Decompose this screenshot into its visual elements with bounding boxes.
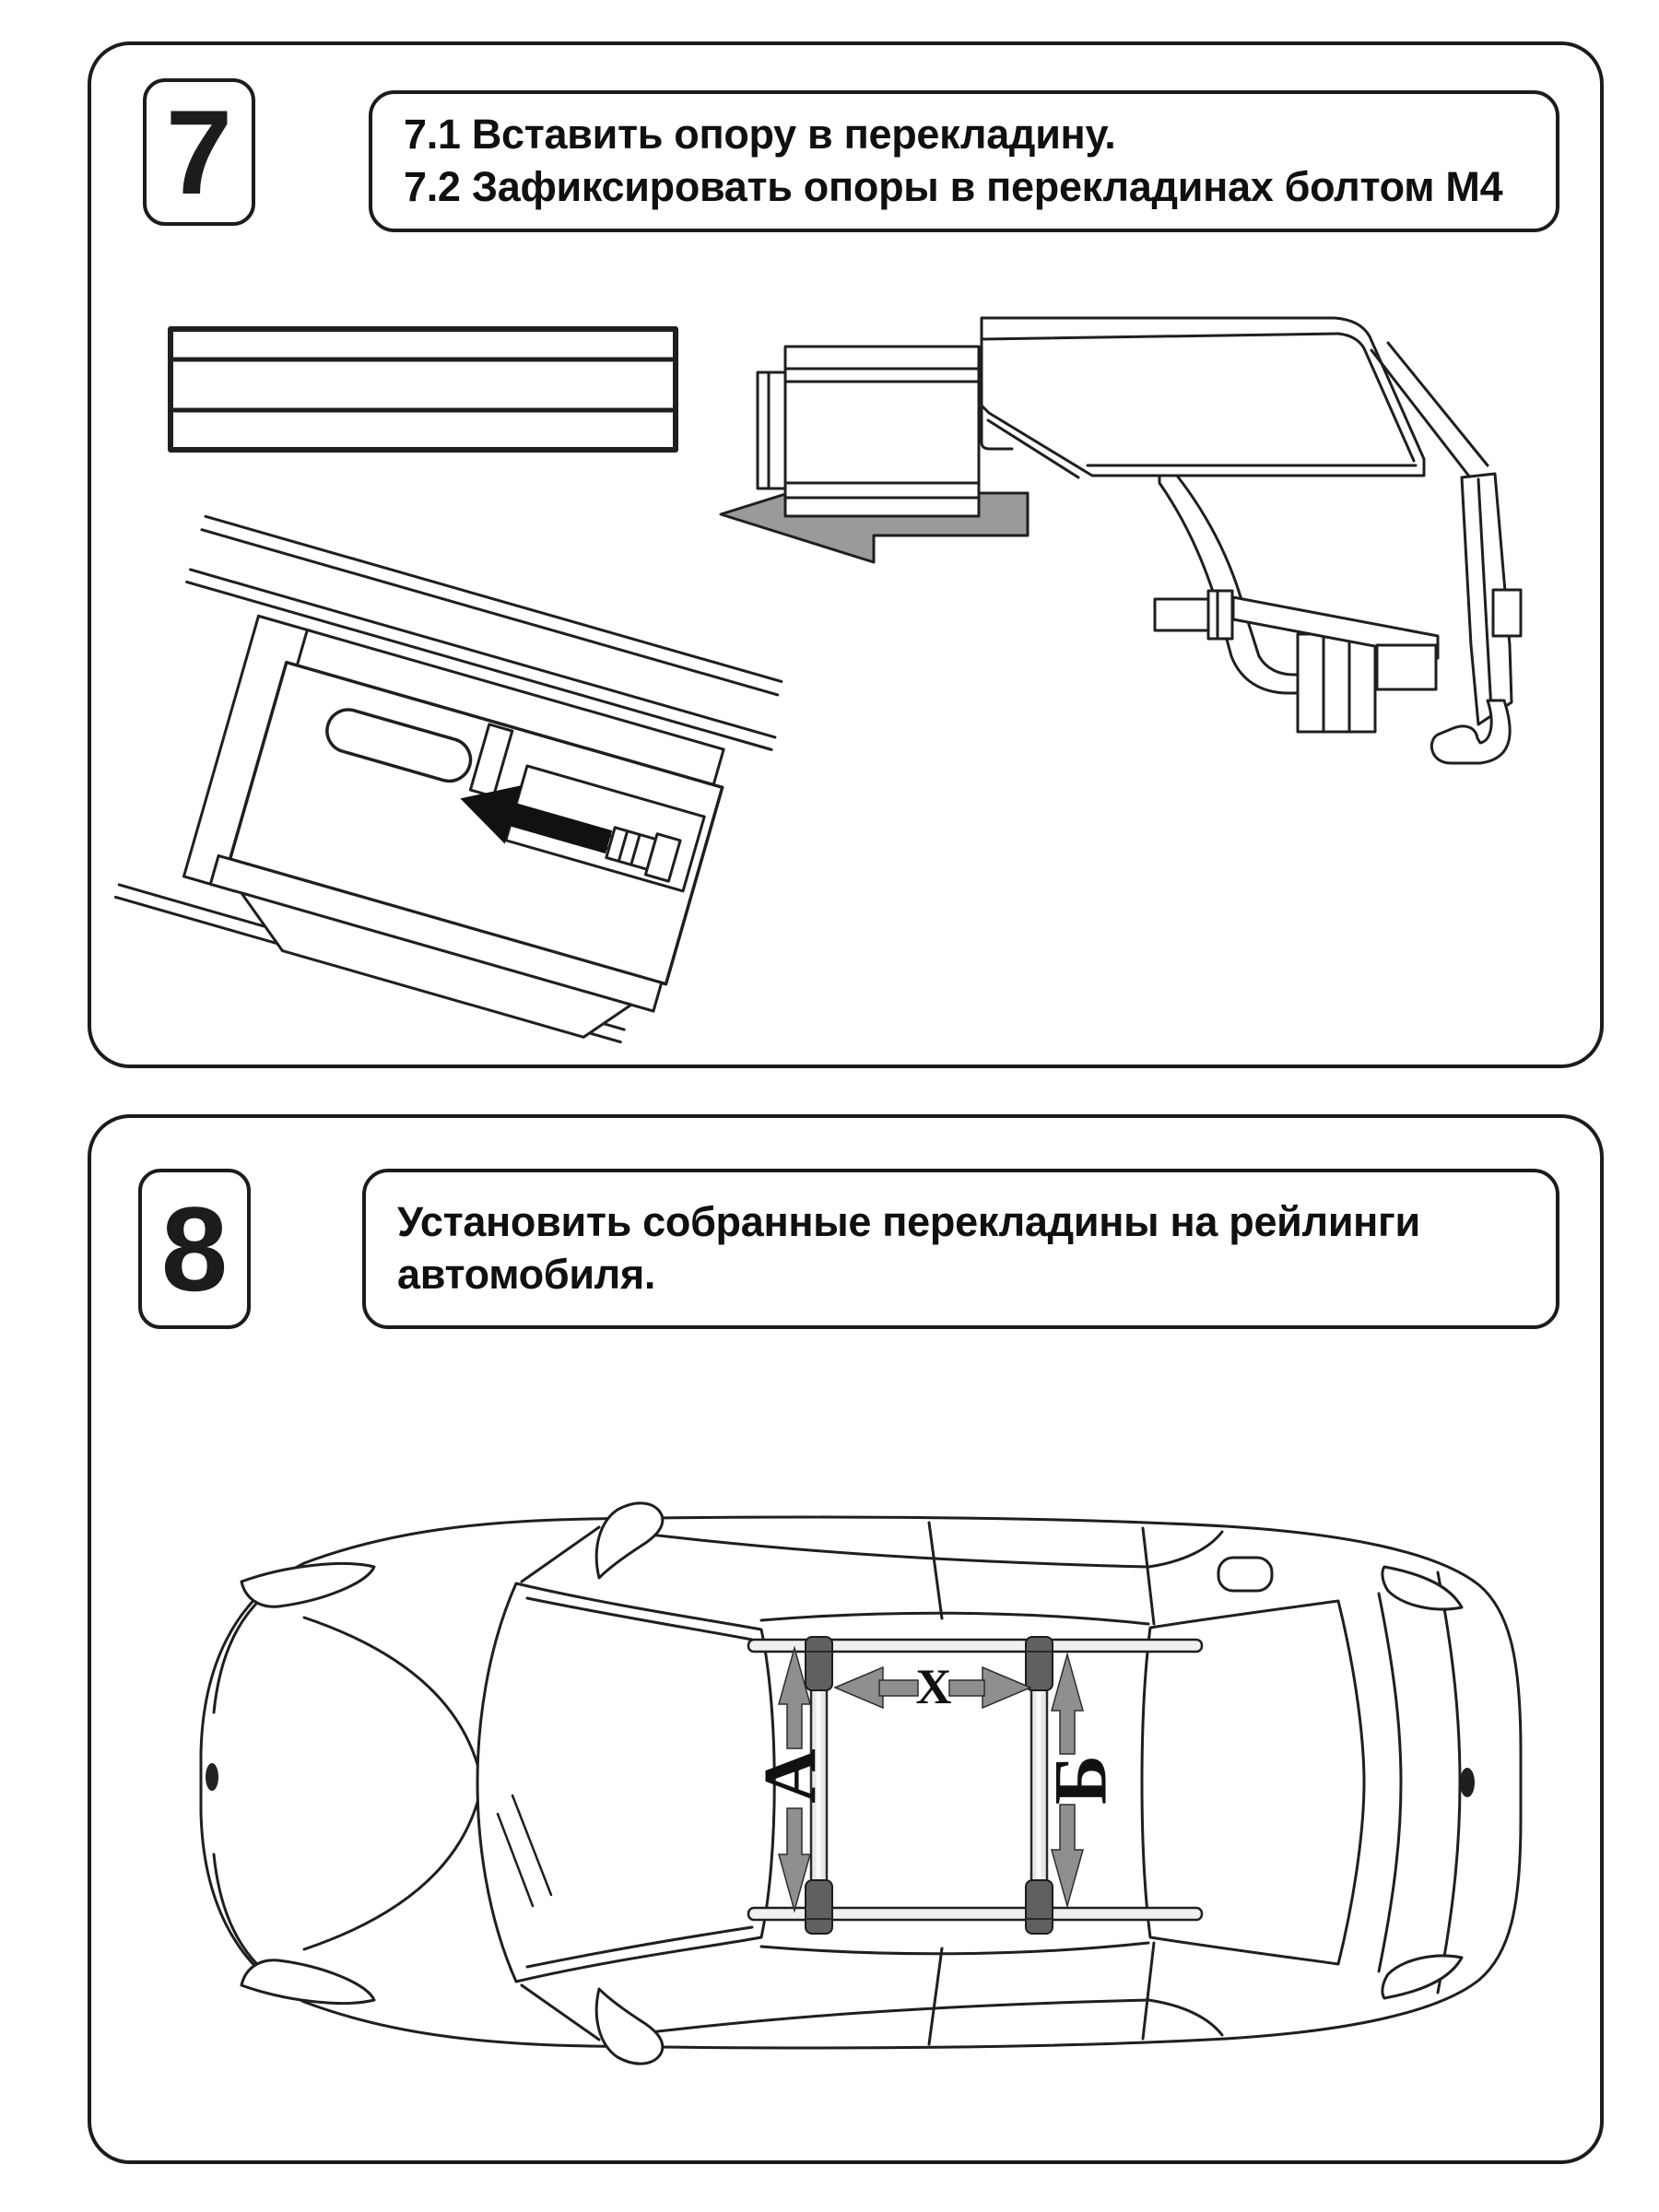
label-front-crossbar: А [747,1748,832,1804]
step-8-number-badge [138,1169,251,1329]
step-7-number-badge [143,78,255,226]
step-7-instruction-line-1: 7.1 Вставить опору в перекладину. [404,111,1116,159]
step-8-instruction-box [362,1169,1559,1329]
step-7-instruction-line-2: 7.2 Зафиксировать опоры в перекладинах болтом М4 [404,163,1503,210]
label-rear-crossbar: Б [1038,1754,1123,1806]
step-7-instruction-box [369,90,1559,232]
step-8-instruction-line-2: автомобиля. [397,1251,656,1298]
step-7-number: 7 [165,85,233,219]
label-spacing-x: X [915,1659,952,1714]
step-8-number: 8 [160,1182,229,1316]
step-8-instruction-line-1: Установить собранные перекладины на рейлинги [397,1198,1420,1246]
